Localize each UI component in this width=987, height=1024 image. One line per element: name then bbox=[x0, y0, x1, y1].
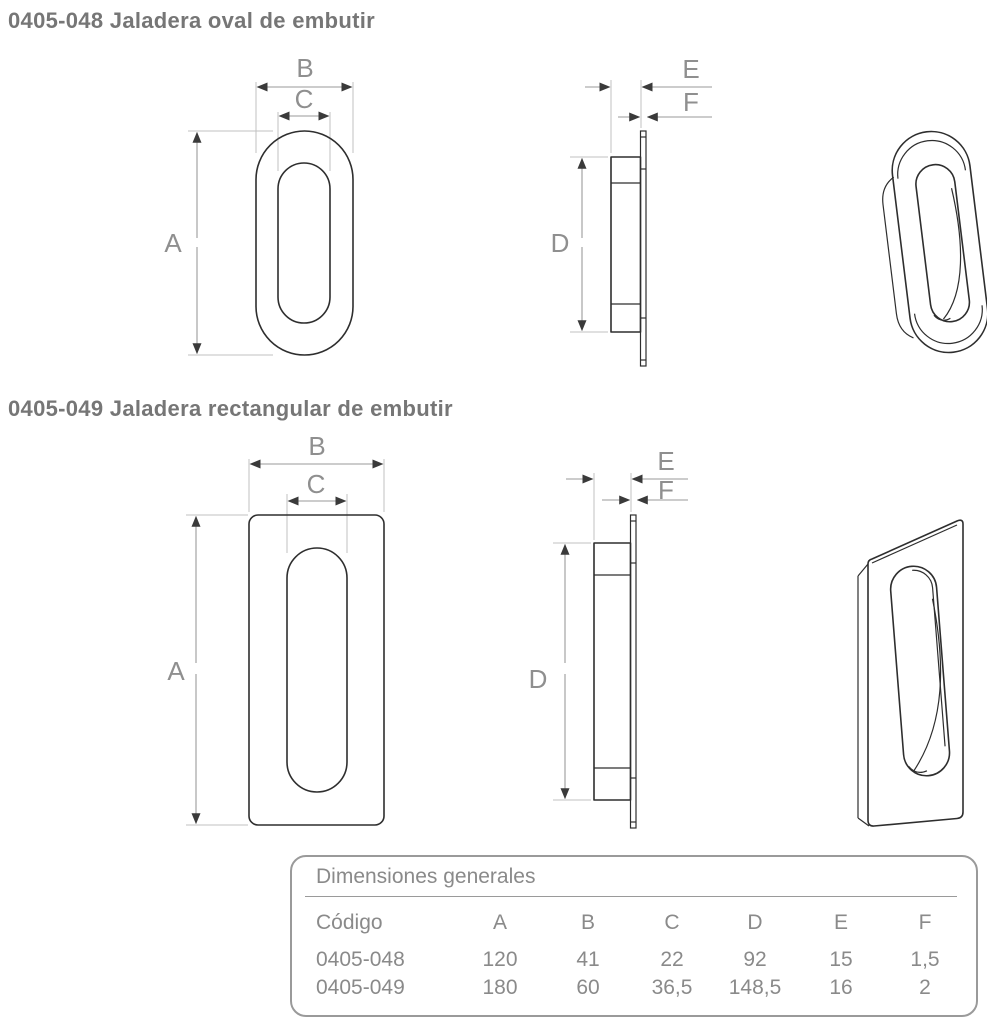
cell-e: 16 bbox=[829, 976, 853, 999]
handle-recess-outline bbox=[287, 548, 347, 792]
dimension-lines bbox=[196, 464, 383, 823]
oval-side-view bbox=[551, 54, 712, 366]
handle-recess-outline bbox=[278, 163, 330, 323]
body-profile bbox=[594, 543, 631, 800]
dim-label-b: B bbox=[296, 53, 314, 83]
cell-a: 120 bbox=[482, 948, 518, 971]
dim-label-d: D bbox=[528, 664, 548, 694]
cell-e: 15 bbox=[829, 948, 853, 971]
dim-label-b: B bbox=[308, 431, 326, 461]
flange-profile bbox=[641, 131, 647, 366]
body-3d-back-edge bbox=[880, 177, 914, 339]
table-divider bbox=[305, 896, 957, 897]
cell-f: 1,5 bbox=[910, 948, 940, 971]
cell-b: 60 bbox=[576, 976, 600, 999]
flange-profile bbox=[631, 515, 637, 828]
header-f: F bbox=[918, 911, 932, 934]
header-c: C bbox=[664, 911, 680, 934]
cell-a: 180 bbox=[482, 976, 518, 999]
recess-3d-floor-arc bbox=[909, 765, 928, 774]
dim-label-e: E bbox=[657, 446, 675, 476]
dimensions-table bbox=[290, 855, 978, 1017]
cell-codigo: 0405-049 bbox=[316, 976, 405, 999]
recess-3d-floor-arc bbox=[934, 313, 951, 321]
cell-d: 92 bbox=[743, 948, 767, 971]
header-d: D bbox=[747, 911, 763, 934]
header-codigo: Código bbox=[316, 911, 383, 934]
recess-3d-outline bbox=[889, 565, 951, 778]
table-title: Dimensiones generales bbox=[316, 865, 536, 888]
rect-3d-view bbox=[858, 520, 963, 826]
header-b: B bbox=[580, 911, 595, 934]
cell-codigo: 0405-048 bbox=[316, 948, 405, 971]
recess-3d-inner-wall bbox=[901, 599, 950, 771]
handle-outer-outline bbox=[256, 131, 353, 355]
dim-label-f: F bbox=[683, 87, 699, 117]
rect-side-view bbox=[529, 446, 688, 828]
body-profile bbox=[611, 157, 641, 332]
flange-3d-thickness-edge bbox=[872, 525, 957, 563]
dimension-lines bbox=[565, 479, 688, 798]
rect-front-view bbox=[167, 431, 384, 825]
cell-b: 41 bbox=[576, 948, 600, 971]
extension-lines bbox=[188, 82, 353, 355]
dim-label-a: A bbox=[167, 656, 185, 686]
extension-lines bbox=[570, 80, 641, 332]
section-title-rect-handle: 0405-049 Jaladera rectangular de embutir bbox=[8, 396, 453, 421]
dim-label-e: E bbox=[682, 54, 700, 84]
table-row bbox=[292, 974, 976, 1002]
dim-label-a: A bbox=[164, 228, 182, 258]
section-title-oval-handle: 0405-048 Jaladera oval de embutir bbox=[8, 8, 375, 33]
dim-label-c: C bbox=[306, 469, 326, 499]
dim-label-f: F bbox=[658, 475, 674, 505]
cell-c: 36,5 bbox=[651, 976, 693, 999]
recess-3d-outline bbox=[914, 162, 972, 324]
header-a: A bbox=[492, 911, 507, 934]
dim-label-d: D bbox=[550, 228, 570, 258]
oval-3d-view bbox=[875, 127, 987, 358]
table-header-row bbox=[292, 909, 976, 937]
dimension-lines bbox=[197, 87, 352, 353]
cell-d: 148,5 bbox=[728, 976, 782, 999]
cell-f: 2 bbox=[919, 976, 931, 999]
dim-label-c: C bbox=[294, 84, 314, 114]
dimension-lines bbox=[582, 87, 712, 330]
cell-c: 22 bbox=[660, 948, 684, 971]
flange-3d-outline bbox=[888, 127, 987, 357]
header-e: E bbox=[833, 911, 848, 934]
oval-front-view bbox=[164, 53, 353, 355]
table-row bbox=[292, 946, 976, 974]
extension-lines bbox=[186, 459, 384, 825]
handle-outer-outline bbox=[249, 515, 384, 825]
